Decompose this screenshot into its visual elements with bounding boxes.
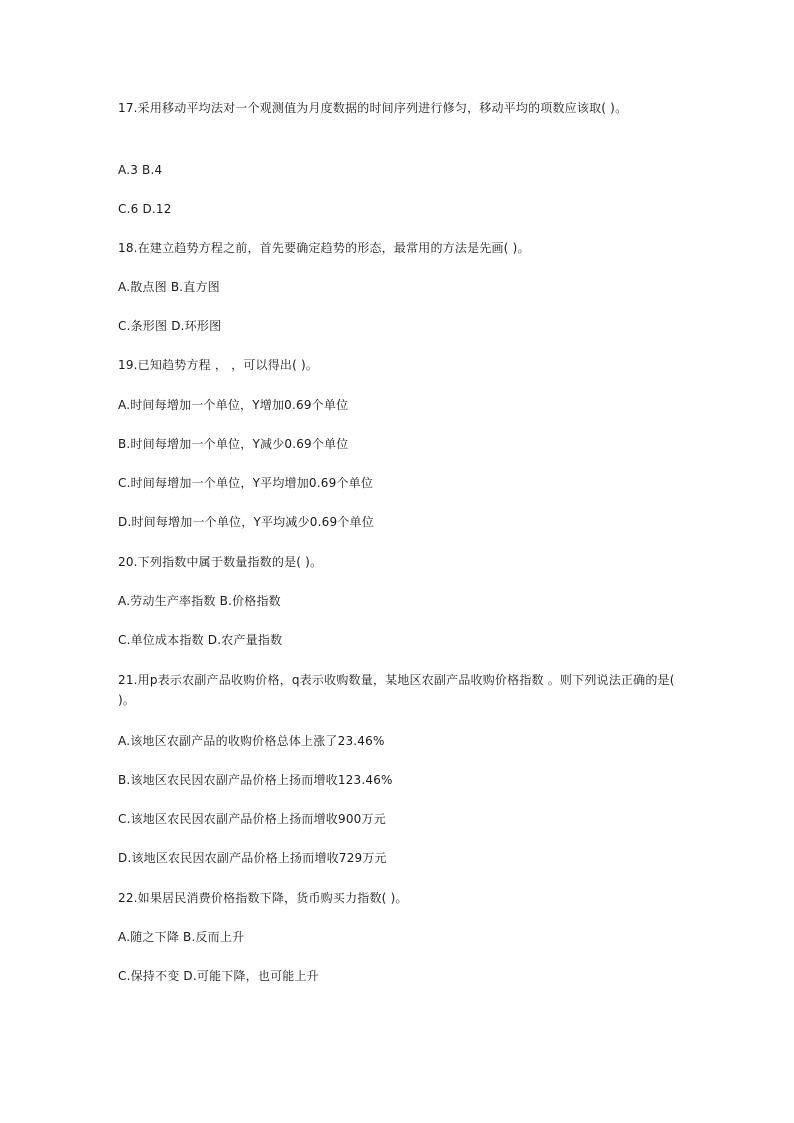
question-19-stem: 19.已知趋势方程 ， ，可以得出( )。 <box>118 358 319 372</box>
question-19-option-b: B.时间每增加一个单位，Y减少0.69个单位 <box>118 437 349 451</box>
question-21-option-b: B.该地区农民因农副产品价格上扬而增收123.46% <box>118 773 393 787</box>
question-19-option-a: A.时间每增加一个单位，Y增加0.69个单位 <box>118 398 349 412</box>
question-21-option-a: A.该地区农副产品的收购价格总体上涨了23.46% <box>118 734 385 748</box>
question-19-option-c: C.时间每增加一个单位，Y平均增加0.69个单位 <box>118 476 374 490</box>
question-19-option-d: D.时间每增加一个单位，Y平均减少0.69个单位 <box>118 515 374 529</box>
question-18-option-line-1: A.散点图 B.直方图 <box>118 280 220 294</box>
question-18-option-line-2: C.条形图 D.环形图 <box>118 319 222 333</box>
question-20-option-line-2: C.单位成本指数 D.农产量指数 <box>118 633 283 647</box>
question-18-stem: 18.在建立趋势方程之前，首先要确定趋势的形态，最常用的方法是先画( )。 <box>118 241 530 255</box>
question-21-option-d: D.该地区农民因农副产品价格上扬而增收729万元 <box>118 851 387 865</box>
question-17-stem: 17.采用移动平均法对一个观测值为月度数据的时间序列进行修匀，移动平均的项数应该取( )。 <box>118 101 628 115</box>
question-17-option-line-2: C.6 D.12 <box>118 202 172 216</box>
question-21-option-c: C.该地区农民因农副产品价格上扬而增收900万元 <box>118 812 386 826</box>
question-20-option-line-1: A.劳动生产率指数 B.价格指数 <box>118 594 281 608</box>
question-22-option-line-2: C.保持不变 D.可能下降，也可能上升 <box>118 969 319 983</box>
question-22-option-line-1: A.随之下降 B.反而上升 <box>118 930 245 944</box>
question-22-stem: 22.如果居民消费价格指数下降，货币购买力指数( )。 <box>118 891 408 905</box>
question-21-stem: 21.用p表示农副产品收购价格，q表示收购数量，某地区农副产品收购价格指数 。则下列说法正确的是( )。 <box>118 673 675 707</box>
question-20-stem: 20.下列指数中属于数量指数的是( )。 <box>118 555 323 569</box>
question-17-option-line-1: A.3 B.4 <box>118 163 163 177</box>
